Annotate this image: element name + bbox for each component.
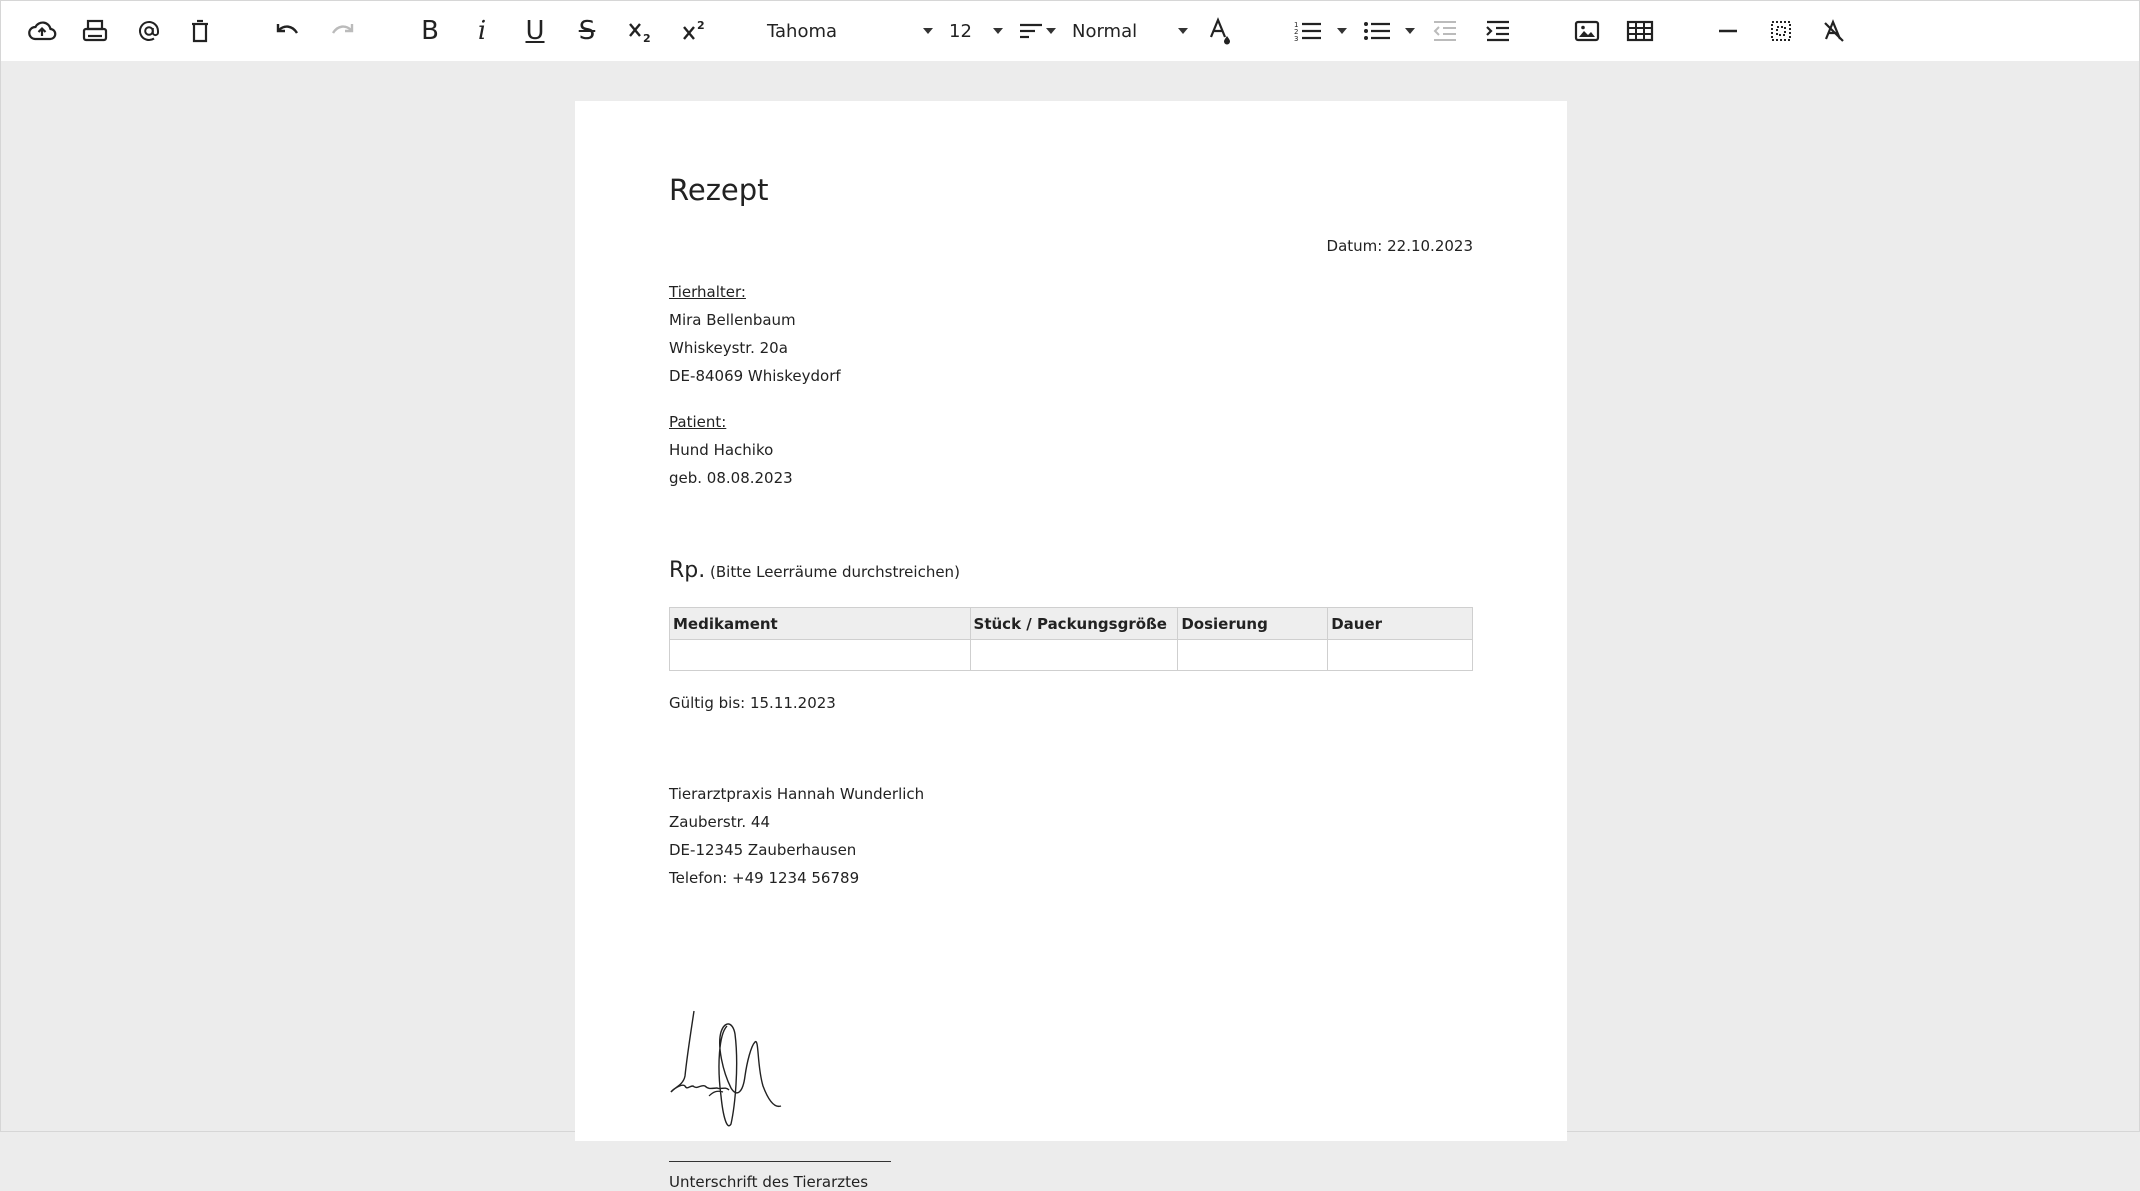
chevron-down-icon: [923, 28, 933, 34]
paragraph-style-select[interactable]: [1072, 12, 1188, 50]
bold-icon: B: [421, 16, 439, 46]
practice-name: Tierarztpraxis Hannah Wunderlich: [669, 785, 925, 803]
signature-image: [669, 1006, 809, 1136]
font-family-value: Tahoma: [767, 20, 838, 42]
rp-line: [669, 558, 960, 583]
strikethrough-button[interactable]: [568, 12, 606, 50]
owner-name: Mira Bellenbaum: [669, 311, 796, 329]
signature-caption: Unterschrift des Tierarztes: [669, 1173, 869, 1191]
column-header-stueck: Stück / Packungsgröße: [970, 608, 1178, 640]
practice-phone: Telefon: +49 1234 56789: [669, 869, 860, 887]
patient-birthdate: geb. 08.08.2023: [669, 469, 793, 487]
numbered-list-icon[interactable]: [1289, 12, 1327, 50]
toolbar: [1, 1, 2139, 61]
owner-street: Whiskeystr. 20a: [669, 339, 788, 357]
table-cell[interactable]: [970, 640, 1178, 671]
svg-text:2: 2: [643, 32, 651, 45]
svg-text:2: 2: [697, 19, 705, 32]
table-header-row: [670, 608, 1473, 640]
outdent-icon[interactable]: [1426, 12, 1464, 50]
numbered-list-dropdown[interactable]: [1332, 12, 1352, 50]
document-date: Datum: 22.10.2023: [1326, 237, 1473, 255]
table-cell[interactable]: [1178, 640, 1328, 671]
chevron-down-icon: [993, 28, 1003, 34]
chevron-down-icon: [1178, 28, 1188, 34]
undo-icon[interactable]: [269, 12, 307, 50]
table-cell[interactable]: [670, 640, 971, 671]
paragraph-style-value: Normal: [1072, 20, 1138, 42]
rp-note: (Bitte Leerräume durchstreichen): [710, 563, 960, 581]
image-icon[interactable]: [1568, 12, 1606, 50]
text-color-icon[interactable]: [1201, 12, 1239, 50]
italic-button[interactable]: [463, 12, 501, 50]
column-header-medikament: Medikament: [670, 608, 971, 640]
signature-line: [669, 1161, 891, 1162]
practice-city: DE-12345 Zauberhausen: [669, 841, 857, 859]
bold-button[interactable]: [411, 12, 449, 50]
italic-icon: i: [477, 16, 487, 46]
document-title: Rezept: [669, 173, 769, 207]
bullet-list-dropdown[interactable]: [1400, 12, 1420, 50]
patient-name: Hund Hachiko: [669, 441, 774, 459]
strikethrough-icon: S: [578, 16, 596, 46]
subscript-icon[interactable]: [621, 12, 659, 50]
svg-text:1: 1: [1294, 21, 1299, 29]
indent-icon[interactable]: [1479, 12, 1517, 50]
horizontal-rule-icon[interactable]: [1709, 12, 1747, 50]
print-icon[interactable]: [76, 12, 114, 50]
trash-icon[interactable]: [181, 12, 219, 50]
valid-until: Gültig bis: 15.11.2023: [669, 694, 836, 712]
cloud-upload-icon[interactable]: [23, 12, 61, 50]
redo-icon[interactable]: [323, 12, 361, 50]
font-family-select[interactable]: [767, 12, 933, 50]
table-icon[interactable]: [1621, 12, 1659, 50]
at-icon[interactable]: [130, 12, 168, 50]
svg-text:2: 2: [1294, 28, 1299, 36]
table-row: [670, 640, 1473, 671]
align-dropdown[interactable]: [1041, 12, 1061, 50]
column-header-dosierung: Dosierung: [1178, 608, 1328, 640]
practice-street: Zauberstr. 44: [669, 813, 771, 831]
clear-format-icon[interactable]: [1815, 12, 1853, 50]
font-size-select[interactable]: [949, 12, 1003, 50]
select-all-icon[interactable]: [1762, 12, 1800, 50]
medication-table[interactable]: [669, 607, 1473, 671]
patient-heading: Patient:: [669, 413, 727, 431]
table-cell[interactable]: [1328, 640, 1473, 671]
owner-city: DE-84069 Whiskeydorf: [669, 367, 841, 385]
column-header-dauer: Dauer: [1328, 608, 1473, 640]
underline-button[interactable]: [516, 12, 554, 50]
svg-text:3: 3: [1294, 35, 1299, 43]
rp-label: Rp.: [669, 558, 706, 583]
font-size-value: 12: [949, 20, 972, 42]
document-page[interactable]: [575, 101, 1567, 1191]
superscript-icon[interactable]: [675, 12, 713, 50]
bullet-list-icon[interactable]: [1358, 12, 1396, 50]
owner-heading: Tierhalter:: [669, 283, 746, 301]
underline-icon: U: [525, 16, 545, 46]
